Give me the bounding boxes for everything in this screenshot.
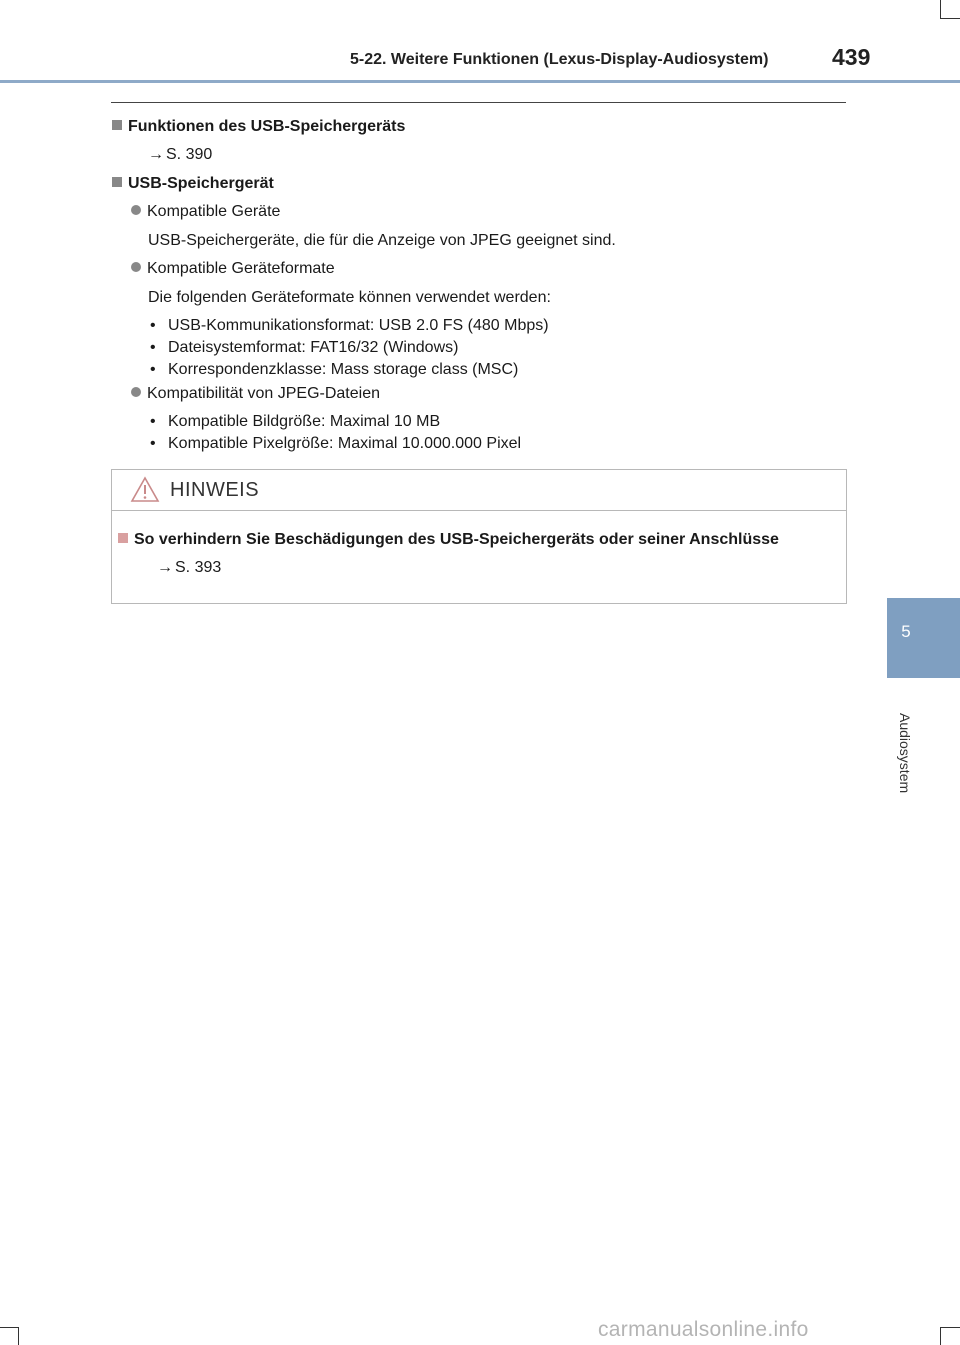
circle-bullet-icon [131, 205, 141, 215]
list-item: • Korrespondenzklasse: Mass storage class (MSC) [150, 361, 519, 378]
item-text: USB-Speichergeräte, die für die Anzeige von JPEG geeignet sind. [148, 232, 616, 249]
item-title: Kompatible Geräte [131, 202, 280, 222]
crop-mark [940, 1327, 960, 1328]
watermark: carmanualsonline.info [598, 1318, 809, 1341]
bullet-dot-icon: • [150, 317, 156, 334]
section-heading: Funktionen des USB-Speichergeräts [112, 117, 405, 137]
notice-reference[interactable]: → S. 393 [157, 559, 222, 576]
square-bullet-icon [118, 533, 128, 543]
bullet-dot-icon: • [150, 339, 156, 356]
notice-title: HINWEIS [170, 479, 260, 501]
list-item: • USB-Kommunikationsformat: USB 2.0 FS (480 Mbps) [150, 317, 549, 334]
item-title: Kompatibilität von JPEG-Dateien [131, 384, 380, 404]
chapter-label: Audiosystem [897, 713, 913, 794]
list-item: • Dateisystemformat: FAT16/32 (Windows) [150, 339, 459, 356]
arrow-right-icon: → [148, 146, 164, 163]
section-heading: USB-Speichergerät [112, 174, 274, 194]
arrow-right-icon: → [157, 559, 173, 576]
content-rule [111, 102, 846, 103]
crop-mark [0, 1327, 18, 1328]
chapter-tab [887, 598, 960, 678]
notice-header [112, 470, 846, 511]
square-bullet-icon [112, 177, 122, 187]
page-reference[interactable]: → S. 390 [148, 146, 213, 163]
bullet-dot-icon: • [150, 361, 156, 378]
header-rule [0, 80, 960, 83]
crop-mark [18, 1327, 19, 1345]
circle-bullet-icon [131, 262, 141, 272]
list-item: • Kompatible Pixelgröße: Maximal 10.000.000 Pixel [150, 435, 522, 452]
item-text: Die folgenden Geräteformate können verwendet werden: [148, 289, 551, 306]
item-title: Kompatible Geräteformate [131, 259, 335, 279]
chapter-number: 5 [901, 622, 911, 641]
header-title: 5-22. Weitere Funktionen (Lexus-Display-Audiosystem) [350, 51, 769, 68]
bullet-dot-icon: • [150, 413, 156, 430]
list-item: • Kompatible Bildgröße: Maximal 10 MB [150, 413, 441, 430]
notice-box [111, 469, 847, 604]
crop-mark [940, 0, 941, 18]
warning-triangle-icon [130, 476, 160, 508]
bullet-dot-icon: • [150, 435, 156, 452]
crop-mark [940, 1327, 941, 1345]
page-number: 439 [832, 44, 871, 70]
square-bullet-icon [112, 120, 122, 130]
notice-heading: So verhindern Sie Beschädigungen des USB-Speichergeräts oder seiner Anschlüsse [118, 530, 779, 550]
crop-mark [940, 18, 960, 19]
circle-bullet-icon [131, 387, 141, 397]
